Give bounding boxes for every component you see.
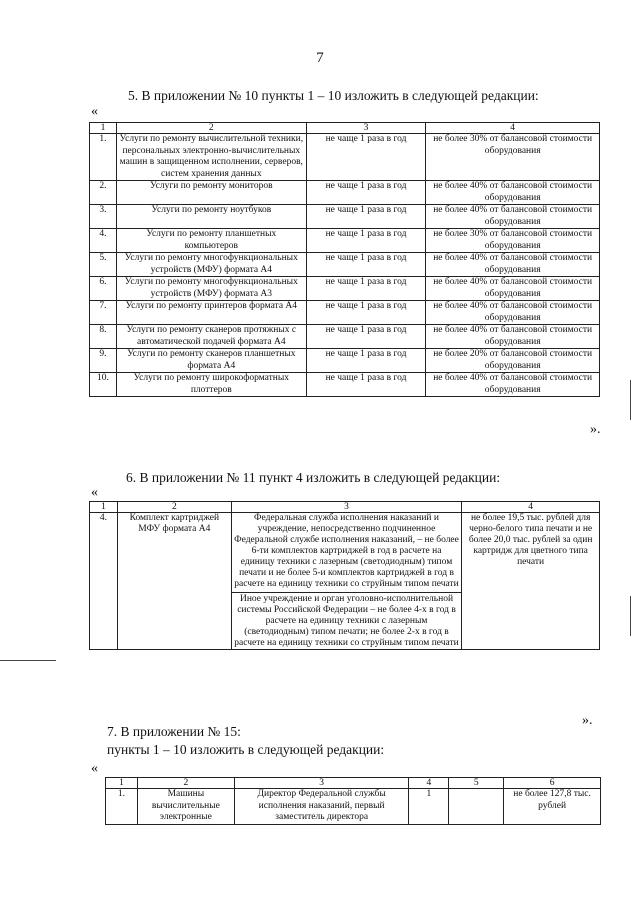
frequency: не чаще 1 раза в год [306, 325, 426, 349]
frequency: не чаще 1 раза в год [306, 229, 426, 253]
scan-artifact-line [630, 380, 631, 420]
table-row [90, 277, 600, 301]
item-name: Комплект картриджей МФУ формата А4 [117, 513, 231, 650]
position: Директор Федеральной службы исполнения наказаний, первый заместитель директора [234, 789, 409, 825]
section7-heading-line1: 7. В приложении № 15: [107, 724, 241, 739]
table-row [90, 253, 600, 277]
quantity: 1 [409, 789, 449, 825]
section7-heading-line2: пункты 1 – 10 изложить в следующей редакции: [107, 742, 385, 757]
table-header-row [90, 123, 600, 134]
cost-limit: не более 40% от балансовой стоимости оборудования [426, 181, 600, 205]
row-number: 1. [90, 134, 117, 181]
header-cell: 3 [306, 123, 426, 134]
cost-limit: не более 40% от балансовой стоимости оборудования [426, 205, 600, 229]
header-cell: 1 [90, 502, 118, 513]
frequency: не чаще 1 раза в год [306, 373, 426, 397]
section7-open-quote: « [91, 761, 98, 776]
section5-table [89, 122, 600, 397]
service-name: Услуги по ремонту планшетных компьютеров [116, 229, 306, 253]
section6-open-quote: « [91, 485, 98, 500]
table-row [90, 134, 600, 181]
table-row [90, 373, 600, 397]
header-cell: 4 [462, 502, 600, 513]
service-name: Услуги по ремонту принтеров формата А4 [116, 301, 306, 325]
service-name: Услуги по ремонту вычислительной техники, персональных электронно-вычислительных машин в защищенном исполнении, серверов, систем хранения данных [116, 134, 306, 181]
scan-artifact-line [0, 660, 56, 661]
row-number: 4. [90, 513, 118, 650]
table-row [106, 789, 601, 825]
header-cell: 4 [426, 123, 600, 134]
header-cell: 1 [106, 778, 138, 789]
row-number: 5. [90, 253, 117, 277]
service-name: Услуги по ремонту мониторов [116, 181, 306, 205]
price-limit: не более 127,8 тыс. рублей [504, 789, 601, 825]
cost-limit: не более 40% от балансовой стоимости оборудования [426, 253, 600, 277]
page-number: 7 [316, 50, 324, 66]
table-row [90, 205, 600, 229]
section5-close-quote: ». [590, 422, 601, 437]
table-row [90, 301, 600, 325]
frequency: не чаще 1 раза в год [306, 181, 426, 205]
norm-fsin: Федеральная служба исполнения наказаний и учреждение, непосредственно подчиненное Федеральной службе исполнения наказаний, – не более 6-ти комплектов картриджей в год в расчете на единицу техники с лазерным (светодиодным) типом печати и не более 5-и комплектов картриджей в год в расчете на единицу техники со струйным типом печати [234, 513, 459, 589]
section6-table [89, 501, 600, 650]
table-header-row [90, 502, 600, 513]
frequency: не чаще 1 раза в год [306, 301, 426, 325]
cost-limit: не более 40% от балансовой стоимости оборудования [426, 277, 600, 301]
header-cell: 2 [117, 502, 231, 513]
table-row [90, 349, 600, 373]
header-cell: 6 [504, 778, 601, 789]
table-header-row [106, 778, 601, 789]
item-name: Машины вычислительные электронные [137, 789, 234, 825]
row-number: 2. [90, 181, 117, 205]
service-name: Услуги по ремонту ноутбуков [116, 205, 306, 229]
section5-heading: 5. В приложении № 10 пункты 1 – 10 изложить в следующей редакции: [128, 88, 539, 103]
row-number: 3. [90, 205, 117, 229]
empty-cell [449, 789, 504, 825]
header-cell: 4 [409, 778, 449, 789]
table-row [90, 513, 600, 650]
service-name: Услуги по ремонту широкоформатных плоттеров [116, 373, 306, 397]
service-name: Услуги по ремонту сканеров планшетных формата А4 [116, 349, 306, 373]
cost-limit: не более 20% от балансовой стоимости оборудования [426, 349, 600, 373]
section6-close-quote: ». [582, 713, 593, 728]
row-number: 9. [90, 349, 117, 373]
frequency: не чаще 1 раза в год [306, 205, 426, 229]
header-cell: 3 [234, 778, 409, 789]
row-number: 10. [90, 373, 117, 397]
section6-heading: 6. В приложении № 11 пункт 4 изложить в следующей редакции: [126, 470, 501, 485]
table-row [90, 181, 600, 205]
header-cell: 1 [90, 123, 117, 134]
table-row [90, 229, 600, 253]
table-row [90, 325, 600, 349]
header-cell: 3 [231, 502, 462, 513]
header-cell: 2 [137, 778, 234, 789]
service-name: Услуги по ремонту многофункциональных устройств (МФУ) формата А3 [116, 277, 306, 301]
norm-institutions: Иное учреждение и орган уголовно-исполнительной системы Российской Федерации – не более 4-х в год в расчете на единицу техники с лазерным (светодиодным) типом печати; не более 2-х в год в расчете на единицу техники со струйным типом печати [232, 592, 462, 649]
row-number: 1. [106, 789, 138, 825]
cost-limit: не более 40% от балансовой стоимости оборудования [426, 301, 600, 325]
frequency: не чаще 1 раза в год [306, 277, 426, 301]
cost-limit: не более 40% от балансовой стоимости оборудования [426, 373, 600, 397]
header-cell: 5 [449, 778, 504, 789]
frequency: не чаще 1 раза в год [306, 253, 426, 277]
frequency: не чаще 1 раза в год [306, 349, 426, 373]
norm-cell [231, 513, 462, 650]
price-limit: не более 19,5 тыс. рублей для черно-белого типа печати и не более 20,0 тыс. рублей за один картридж для цветного типа печати [462, 513, 600, 650]
cost-limit: не более 30% от балансовой стоимости оборудования [426, 134, 600, 181]
row-number: 7. [90, 301, 117, 325]
frequency: не чаще 1 раза в год [306, 134, 426, 181]
header-cell: 2 [116, 123, 306, 134]
service-name: Услуги по ремонту сканеров протяжных с автоматической подачей формата А4 [116, 325, 306, 349]
section5-open-quote: « [91, 104, 98, 119]
service-name: Услуги по ремонту многофункциональных устройств (МФУ) формата А4 [116, 253, 306, 277]
row-number: 4. [90, 229, 117, 253]
row-number: 6. [90, 277, 117, 301]
cost-limit: не более 30% от балансовой стоимости оборудования [426, 229, 600, 253]
cost-limit: не более 40% от балансовой стоимости оборудования [426, 325, 600, 349]
section7-table [105, 777, 601, 825]
scan-artifact-line [630, 596, 631, 636]
row-number: 8. [90, 325, 117, 349]
